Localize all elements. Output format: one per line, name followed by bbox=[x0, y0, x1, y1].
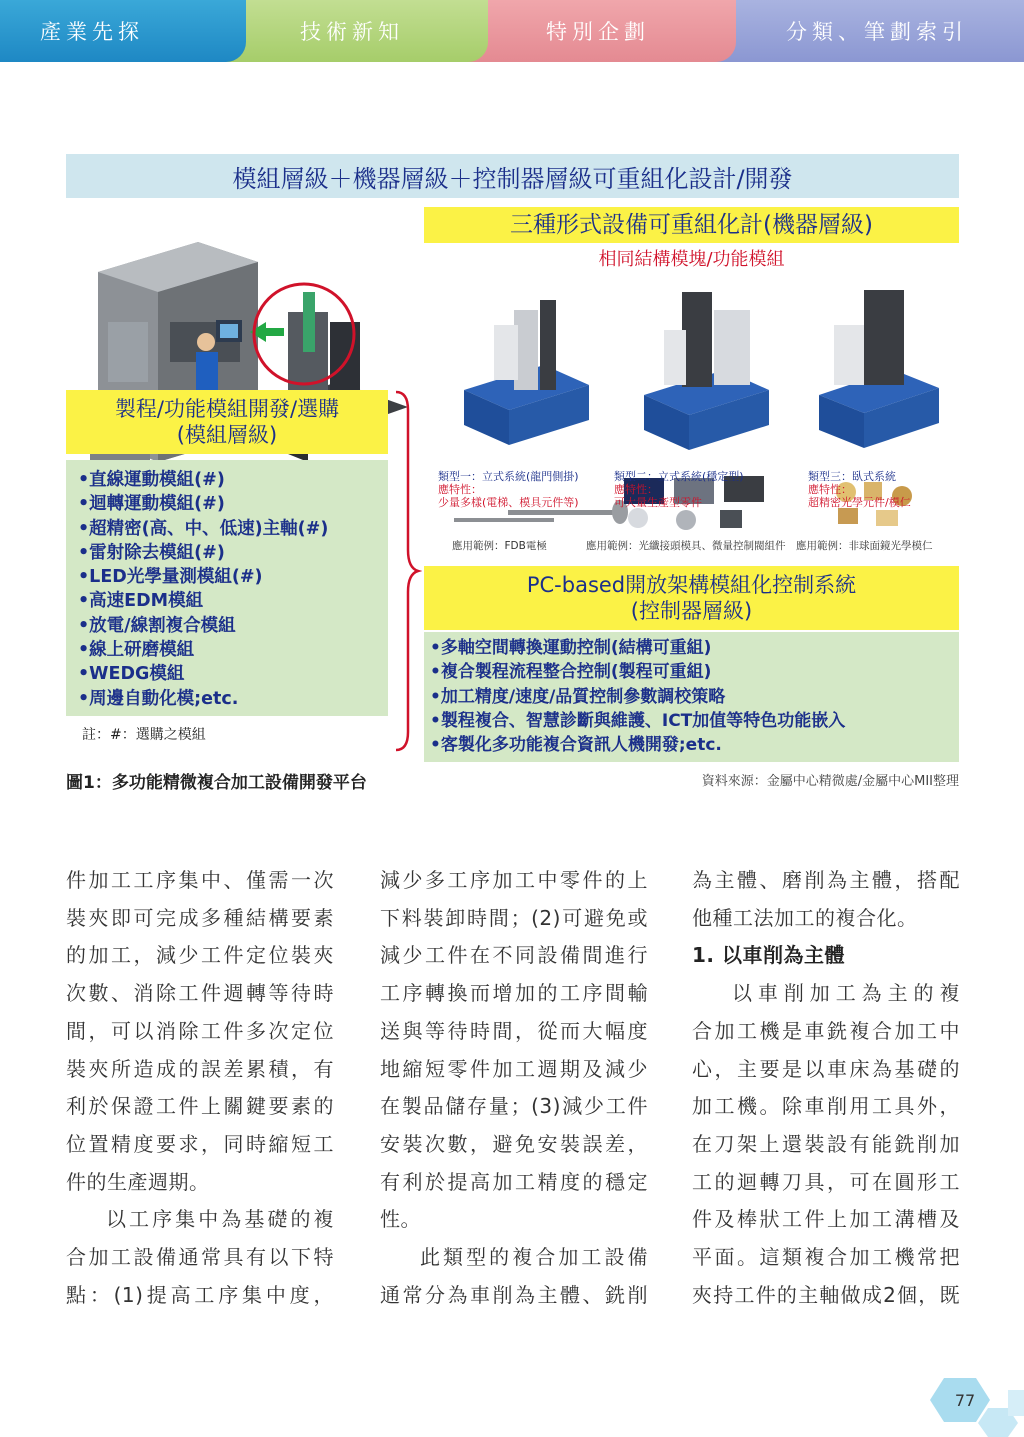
text-line: 此類型的複合加工設備 bbox=[420, 1245, 648, 1270]
text-line: 件加工工序集中、僅需一次 bbox=[66, 868, 334, 892]
list-item: •直線運動模組(#) bbox=[78, 470, 225, 490]
machine-level-subheading: 相同結構模塊/功能模組 bbox=[598, 249, 785, 270]
text-line: 位置精度要求，同時縮短工 bbox=[66, 1131, 334, 1156]
text-column-2 bbox=[380, 862, 648, 1314]
tab-special-feature[interactable]: 特別企劃 bbox=[460, 0, 736, 62]
text-line: 夾持工件的主軸做成2個，既 bbox=[692, 1282, 960, 1307]
text-line: 以工序集中為基礎的複 bbox=[106, 1207, 334, 1232]
text-line: 件的生產週期。 bbox=[66, 1169, 210, 1194]
list-item: •客製化多功能複合資訊人機開發;etc. bbox=[430, 735, 722, 756]
text-line: 點：(1)提高工序集中度， bbox=[66, 1282, 334, 1307]
module-level-heading-line2: (模組層級) bbox=[176, 423, 278, 447]
type-3-name: 類型三：臥式系統 bbox=[808, 470, 896, 483]
type-2-name: 類型二：立式系統(穩定型) bbox=[614, 470, 744, 483]
list-item: •多軸空間轉換運動控制(結構可重組) bbox=[430, 638, 712, 658]
page-number: 77 bbox=[954, 1390, 976, 1410]
text-line: 地縮短零件加工週期及減少 bbox=[380, 1056, 648, 1081]
text-line: 裝夾所造成的誤差累積，有 bbox=[66, 1056, 334, 1081]
text-line: 減少多工序加工中零件的上 bbox=[380, 868, 648, 892]
machine-level-heading: 三種形式設備可重組化計(機器層級) bbox=[424, 207, 959, 243]
text-line: 送與等待時間，從而大幅度 bbox=[380, 1018, 648, 1043]
figure-1 bbox=[66, 154, 959, 794]
text-line: 平面。這類複合加工機常把 bbox=[692, 1245, 960, 1270]
tab-industry-preview[interactable]: 產業先探 bbox=[0, 0, 246, 62]
text-column-3 bbox=[692, 862, 960, 1314]
tab-index[interactable]: 分類、筆劃索引 bbox=[706, 0, 1024, 62]
section-heading: 1. 以車削為主體 bbox=[692, 943, 845, 968]
text-line: 以車削加工為主的複 bbox=[732, 981, 960, 1006]
section-nav bbox=[0, 0, 1024, 62]
controller-level-list bbox=[424, 632, 959, 762]
text-line: 心，主要是以車床為基礎的 bbox=[692, 1056, 960, 1081]
figure-note: 註：#：選購之模組 bbox=[82, 727, 206, 743]
type-3-feature: 超精密光學元件/模仁 bbox=[808, 496, 911, 509]
figure-title: 模組層級＋機器層級＋控制器層級可重組化設計/開發 bbox=[66, 154, 959, 198]
module-level-heading bbox=[66, 390, 388, 454]
controller-level-heading bbox=[424, 566, 959, 630]
text-line: 裝夾即可完成多種結構要素 bbox=[66, 905, 334, 930]
figure-source: 資料來源：金屬中心精微處/金屬中心MII整理 bbox=[701, 774, 959, 789]
text-line: 通常分為車削為主體、銑削 bbox=[380, 1282, 648, 1307]
text-line: 安裝次數，避免安裝誤差， bbox=[380, 1131, 648, 1156]
text-line: 減少工件在不同設備間進行 bbox=[380, 943, 648, 968]
text-line: 工的迴轉刀具，可在圓形工 bbox=[692, 1169, 960, 1194]
type-1-label bbox=[438, 470, 579, 509]
list-item: •高速EDM模組 bbox=[78, 591, 204, 612]
list-item: •周邊自動化模;etc. bbox=[78, 688, 239, 709]
text-line: 工序轉換而增加的工序間輸 bbox=[380, 981, 648, 1006]
list-item: •超精密(高、中、低速)主軸(#) bbox=[78, 518, 329, 539]
red-brace bbox=[392, 390, 422, 752]
text-line: 件及棒狀工件上加工溝槽及 bbox=[692, 1207, 960, 1232]
type-2-application: 應用範例：光纖接頭模具、微量控制閥組件 bbox=[586, 540, 786, 552]
text-line: 間，可以消除工件多次定位 bbox=[66, 1018, 334, 1043]
text-line: 加工機。除車削用工具外， bbox=[692, 1094, 960, 1119]
text-line: 有利於提高加工精度的穩定 bbox=[380, 1169, 648, 1194]
list-item: •WEDG模組 bbox=[78, 664, 185, 685]
module-level-heading-line1: 製程/功能模組開發/選購 bbox=[114, 396, 340, 421]
module-level-list bbox=[66, 460, 388, 716]
machine-types-illustration bbox=[424, 270, 959, 560]
text-line: 下料裝卸時間；(2)可避免或 bbox=[380, 905, 648, 930]
type-1-name: 類型一：立式系統(龍門側掛) bbox=[438, 470, 579, 483]
text-line: 在製品儲存量；(3)減少工件 bbox=[380, 1094, 648, 1119]
text-line: 的加工，減少工件定位裝夾 bbox=[66, 943, 334, 968]
text-line: 性。 bbox=[380, 1207, 421, 1232]
controller-level-heading-line2: (控制器層級) bbox=[630, 599, 753, 623]
list-item: •加工精度/速度/品質控制參數調校策略 bbox=[430, 686, 726, 707]
text-line: 在刀架上還裝設有能銑削加 bbox=[692, 1131, 960, 1156]
text-line: 為主體、磨削為主體，搭配 bbox=[692, 868, 960, 892]
text-line: 他種工法加工的複合化。 bbox=[692, 905, 918, 930]
list-item: •放電/線割複合模組 bbox=[78, 615, 236, 636]
list-item: •製程複合、智慧診斷與維護、ICT加值等特色功能嵌入 bbox=[430, 710, 846, 731]
list-item: •線上研磨模組 bbox=[78, 640, 195, 661]
type-3-application: 應用範例：非球面鏡光學模仁 bbox=[796, 540, 933, 552]
type-2-label bbox=[614, 470, 744, 509]
text-line: 利於保證工件上關鍵要素的 bbox=[66, 1094, 334, 1119]
type-3-feature-label: 應特性： bbox=[808, 483, 852, 496]
text-line: 合加工設備通常具有以下特 bbox=[66, 1245, 334, 1270]
type-2-feature-label: 應特性： bbox=[614, 483, 658, 496]
text-line: 合加工機是車銑複合加工中 bbox=[692, 1018, 960, 1043]
machine-types bbox=[424, 270, 959, 560]
controller-level-heading-line1: PC-based開放架構模組化控制系統 bbox=[526, 572, 857, 597]
list-item: •複合製程流程整合控制(製程可重組) bbox=[430, 662, 712, 683]
text-column-1 bbox=[66, 862, 334, 1314]
type-1-application: 應用範例：FDB電極 bbox=[452, 540, 547, 552]
type-2-feature: 可大量生產型零件 bbox=[614, 496, 702, 509]
figure-caption: 圖1：多功能精微複合加工設備開發平台 bbox=[66, 773, 367, 793]
list-item: •迴轉運動模組(#) bbox=[78, 494, 225, 515]
type-3-label bbox=[808, 470, 911, 509]
tab-tech-news[interactable]: 技術新知 bbox=[216, 0, 488, 62]
text-line: 次數、消除工件週轉等待時 bbox=[66, 981, 334, 1006]
list-item: •LED光學量測模組(#) bbox=[78, 567, 263, 588]
type-1-feature: 少量多樣(電梯、模具元件等) bbox=[438, 496, 579, 509]
list-item: •雷射除去模組(#) bbox=[78, 542, 225, 563]
page-number-badge bbox=[930, 1372, 1024, 1437]
type-1-feature-label: 應特性： bbox=[438, 483, 482, 496]
